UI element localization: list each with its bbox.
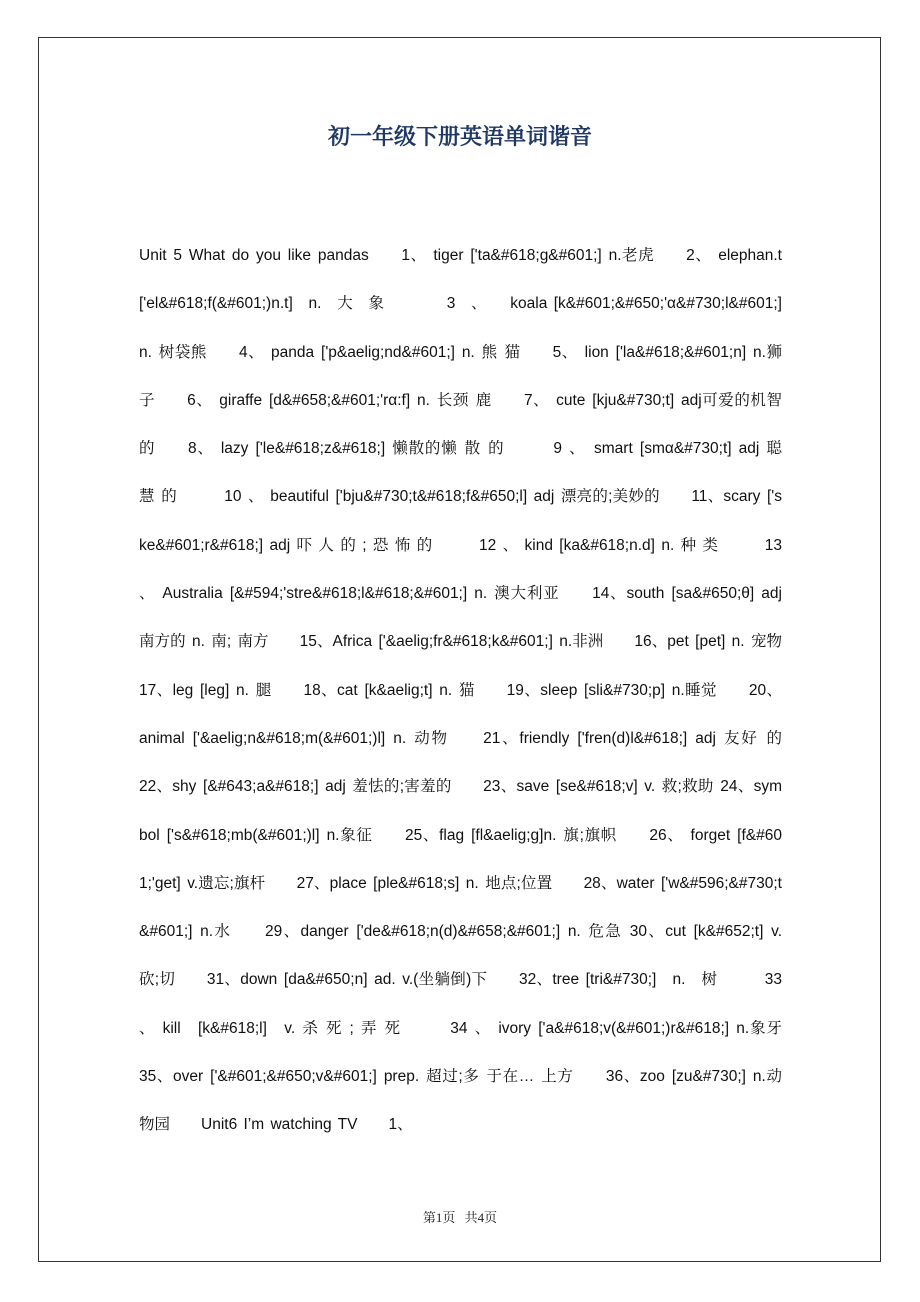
vocabulary-body: Unit 5 What do you like pandas 1、 tiger ['ta&#618;g&#601;] n.老虎 2、 elephan.t ['el&#618;f(&#601;)n.t] n. 大 象 3 、 koala [k&#601;&#650;'α&#730;l&#601;] n. 树袋熊 4、 panda ['p&aelig;nd&#601;] n. 熊 猫 5、 lion ['la&#618;&#601;n] n.狮子 6、 giraffe [d&#658;&#601;'rα:f] n. 长颈 鹿 7、 cute [kju&#730;t] adj可爱的机智的 8、 lazy ['le&#618;z&#618;] 懒散的懒 散 的 9 、 smart [smα&#730;t] adj 聪 慧 的 10 、 beautiful ['bju&#730;t&#618;f&#650;l] adj 漂亮的;美妙的 11、scary ['ske&#601;r&#618;] adj 吓 人 的 ; 恐 怖 的 12 、 kind [ka&#618;n.d] n. 种 类 13 、 Australia [&#594;'stre&#618;l&#618;&#601;] n. 澳大利亚 14、south [sa&#650;θ] adj 南方的 n. 南; 南方 15、Africa ['&aelig;fr&#618;k&#601;] n.非洲 16、pet [pet] n. 宠物 17、leg [leg] n. 腿 18、cat [k&aelig;t] n. 猫 19、sleep [sli&#730;p] n.睡觉 20、 animal ['&aelig;n&#618;m(&#601;)l] n. 动物 21、friendly ['fren(d)l&#618;] adj 友好 的 22、shy [&#643;a&#618;] adj 羞怯的;害羞的 23、save [se&#618;v] v. 救;救助 24、symbol ['s&#618;mb(&#601;)l] n.象征 25、flag [fl&aelig;g]n. 旗;旗帜 26、 forget [f&#601;'get] v.遗忘;旗杆 27、place [ple&#618;s] n. 地点;位置 28、water ['w&#596;&#730;t&#601;] n.水 29、danger ['de&#618;n(d)&#658;&#601;] n. 危急 30、cut [k&#652;t] v. 砍;切 31、down [da&#650;n] ad. v.(坐躺倒)下 32、tree [tri&#730;] n. 树 33 、 kill [k&#618;l] v. 杀 死 ; 弄 死 34 、 ivory ['a&#618;v(&#601;)r&#618;] n.象牙 35、over ['&#601;&#650;v&#601;] prep. 超过;多 于在… 上方 36、zoo [zu&#730;] n.动物园 Unit6 I’m watching TV 1、 — [139, 247, 814, 1134]
page-total: 共4页 — [464, 1210, 498, 1225]
page-number: 第1页 — [422, 1210, 456, 1225]
document-title: 初一年级下册英语单词谐音 — [327, 125, 592, 150]
page-footer — [0, 1207, 920, 1226]
